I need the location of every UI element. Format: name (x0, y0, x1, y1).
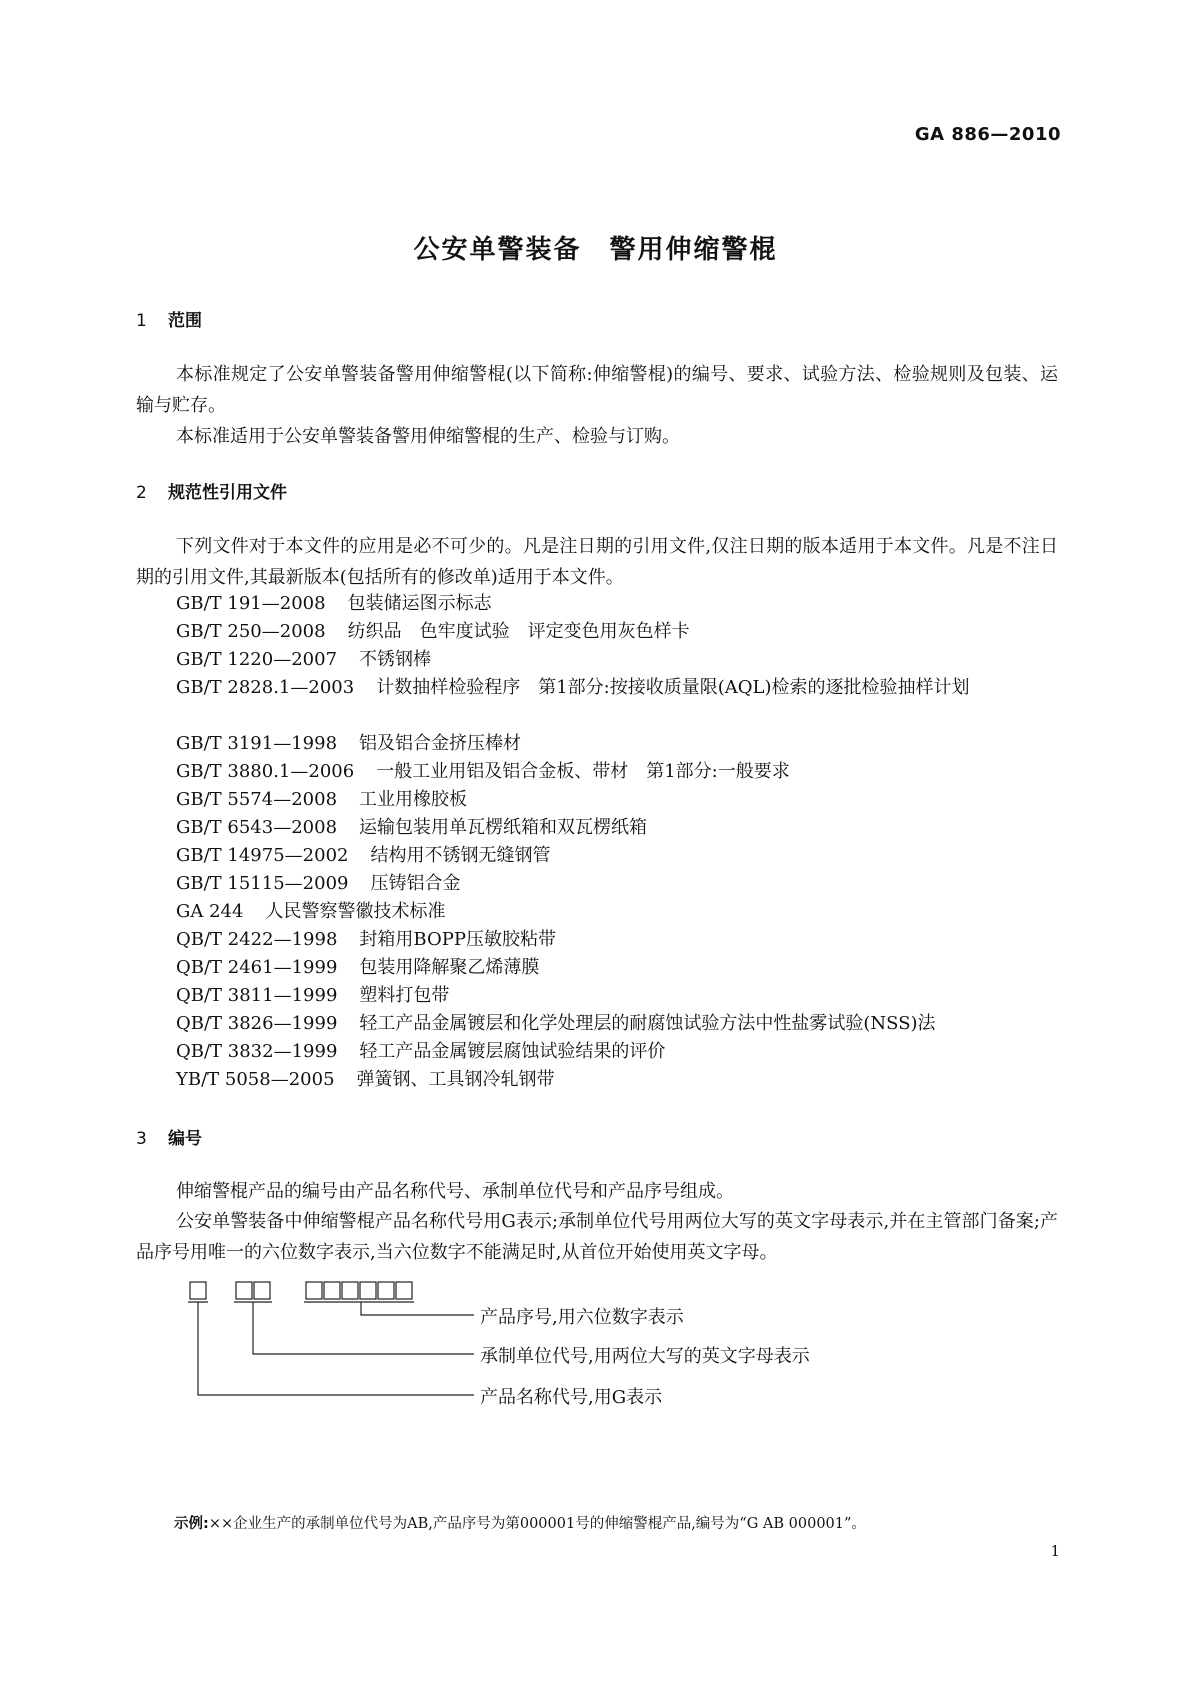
serial-number-box (306, 1282, 322, 1299)
section-title: 范围 (168, 311, 202, 331)
reference-title: 纺织品 色牢度试验 评定变色用灰色样卡 (347, 621, 690, 642)
reference-title: 结构用不锈钢无缝钢管 (370, 845, 551, 866)
reference-title: 弹簧钢、工具钢冷轧钢带 (356, 1069, 555, 1090)
reference-title: 轻工产品金属镀层腐蚀试验结果的评价 (359, 1041, 666, 1062)
reference-code: GB/T 5574—2008 (176, 789, 338, 810)
product-name-code-label: 产品名称代号,用G表示 (480, 1387, 663, 1408)
section-title: 编号 (168, 1129, 202, 1149)
reference-title: 塑料打包带 (359, 985, 450, 1006)
reference-title: 不锈钢棒 (359, 649, 432, 670)
paragraph: 本标准规定了公安单警装备警用伸缩警棍(以下简称:伸缩警棍)的编号、要求、试验方法、检验规则及包装、运输与贮存。 (136, 364, 1058, 416)
serial-number-box (396, 1282, 412, 1299)
reference-code: GB/T 3191—1998 (176, 733, 338, 754)
paragraph: 下列文件对于本文件的应用是必不可少的。凡是注日期的引用文件,仅注日期的版本适用于本文件。凡是不注日期的引用文件,其最新版本(包括所有的修改单)适用于本文件。 (136, 536, 1058, 588)
manufacturer-code-label: 承制单位代号,用两位大写的英文字母表示 (480, 1346, 810, 1367)
manufacturer-code-box (254, 1282, 270, 1299)
reference-code: QB/T 2422—1998 (176, 929, 338, 950)
section-title: 规范性引用文件 (168, 483, 287, 503)
reference-code: GB/T 191—2008 (176, 593, 326, 614)
reference-title: 包装用降解聚乙烯薄膜 (359, 957, 540, 978)
paragraph: 公安单警装备中伸缩警棍产品名称代号用G表示;承制单位代号用两位大写的英文字母表示,并在主管部门备案;产品序号用唯一的六位数字表示,当六位数字不能满足时,从首位开始使用英文字母。 (136, 1211, 1058, 1263)
reference-title: 铝及铝合金挤压棒材 (359, 733, 522, 754)
reference-title: 一般工业用铝及铝合金板、带材 第1部分:一般要求 (376, 761, 790, 782)
reference-title: 压铸铝合金 (370, 873, 461, 894)
paragraph: 本标准适用于公安单警装备警用伸缩警棍的生产、检验与订购。 (176, 426, 680, 447)
reference-title: 轻工产品金属镀层和化学处理层的耐腐蚀试验方法中性盐雾试验(NSS)法 (359, 1013, 936, 1034)
reference-code: GB/T 14975—2002 (176, 845, 349, 866)
document-title: 公安单警装备 警用伸缩警棍 (413, 235, 778, 265)
serial-number-box (360, 1282, 376, 1299)
serial-number-box (378, 1282, 394, 1299)
section-number: 2 (136, 483, 147, 503)
reference-code: QB/T 3826—1999 (176, 1013, 338, 1034)
example-note (174, 1512, 866, 1533)
reference-title: 运输包装用单瓦楞纸箱和双瓦楞纸箱 (359, 817, 648, 838)
reference-code: GB/T 15115—2009 (176, 873, 349, 894)
reference-code: GA 244 (176, 901, 244, 922)
standard-number: GA 886—2010 (914, 124, 1061, 145)
reference-title: 包装储运图示标志 (347, 593, 492, 614)
reference-title: 封箱用BOPP压敏胶粘带 (359, 929, 556, 950)
reference-title: 工业用橡胶板 (359, 789, 468, 810)
example-lead: 示例: (174, 1516, 209, 1532)
reference-code: QB/T 2461—1999 (176, 957, 338, 978)
reference-code: GB/T 1220—2007 (176, 649, 338, 670)
manufacturer-code-box (236, 1282, 252, 1299)
reference-code: GB/T 250—2008 (176, 621, 326, 642)
example-text: ××企业生产的承制单位代号为AB,产品序号为第000001号的伸缩警棍产品,编号为“G AB 000001”。 (208, 1516, 866, 1532)
serial-number-box (324, 1282, 340, 1299)
reference-code: GB/T 2828.1—2003 (176, 677, 355, 698)
reference-title: 计数抽样检验程序 第1部分:按接收质量限(AQL)检索的逐批检验抽样计划 (376, 677, 970, 698)
reference-code: QB/T 3832—1999 (176, 1041, 338, 1062)
serial-leader-line (361, 1302, 474, 1315)
paragraph: 伸缩警棍产品的编号由产品名称代号、承制单位代号和产品序号组成。 (176, 1181, 734, 1202)
serial-number-box (342, 1282, 358, 1299)
serial-number-label: 产品序号,用六位数字表示 (480, 1307, 684, 1328)
product-name-leader-line (198, 1302, 474, 1395)
reference-title: 人民警察警徽技术标准 (265, 901, 446, 922)
reference-code: GB/T 6543—2008 (176, 817, 338, 838)
section-number: 3 (136, 1129, 147, 1149)
product-name-code-box (190, 1282, 206, 1299)
page-number: 1 (1050, 1542, 1060, 1560)
section-number: 1 (136, 311, 147, 331)
manufacturer-leader-line (253, 1302, 474, 1354)
reference-code: GB/T 3880.1—2006 (176, 761, 355, 782)
reference-code: YB/T 5058—2005 (176, 1069, 335, 1090)
reference-code: QB/T 3811—1999 (176, 985, 338, 1006)
